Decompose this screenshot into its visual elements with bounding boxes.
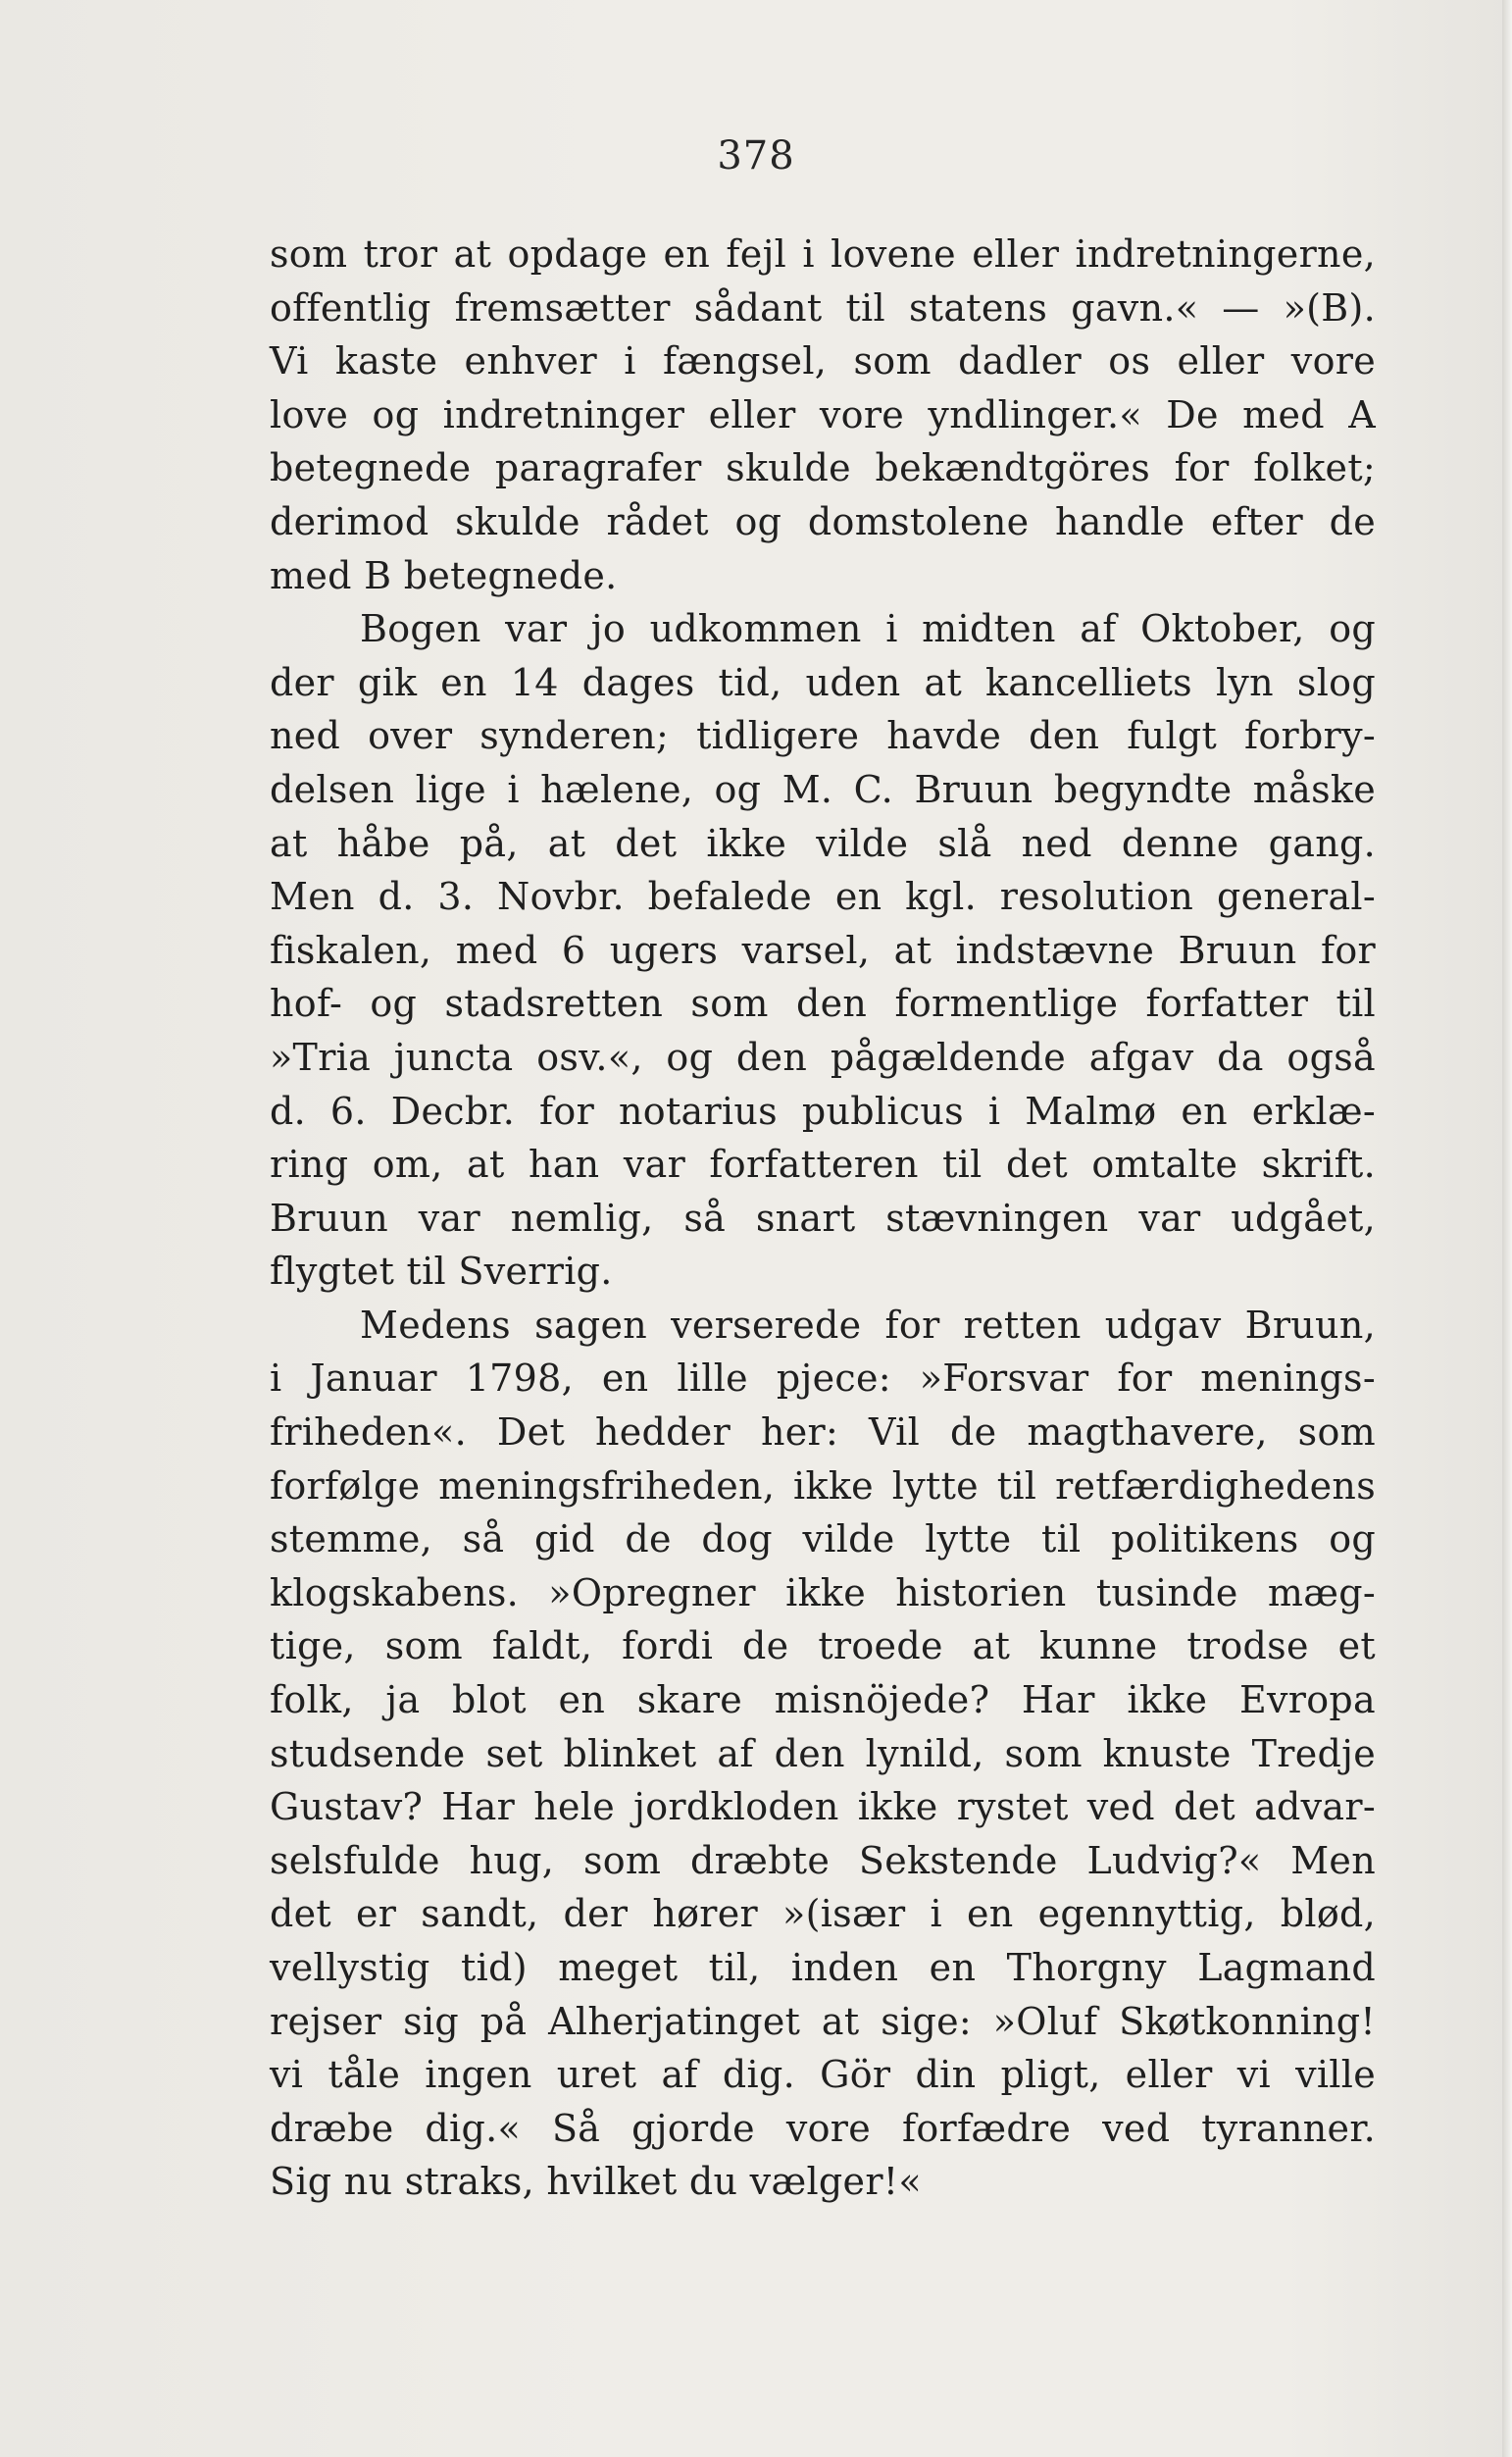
text-line: Gustav? Har hele jordkloden ikke rystet ved det advar- bbox=[270, 1785, 1376, 1829]
text-line: Vi kaste enhver i fængsel, som dadler os eller vore bbox=[270, 339, 1376, 384]
text-line: friheden«. Det hedder her: Vil de magthavere, som bbox=[270, 1410, 1376, 1455]
text-line: rejser sig på Alherjatinget at sige: »Oluf Skøtkonning! bbox=[270, 1999, 1376, 2043]
text-line: som tror at opdage en fejl i lovene eller indretningerne, bbox=[270, 232, 1376, 276]
page-number: 378 bbox=[717, 133, 795, 179]
text-line: der gik en 14 dages tid, uden at kancelliets lyn slog bbox=[270, 660, 1376, 704]
text-line: fiskalen, med 6 ugers varsel, at indstævne Bruun for bbox=[270, 928, 1376, 972]
text-line: vi tåle ingen uret af dig. Gör din pligt, eller vi ville bbox=[270, 2053, 1376, 2097]
text-line: betegnede paragrafer skulde bekændtgöres for folket; bbox=[270, 446, 1376, 490]
text-line: ned over synderen; tidligere havde den fulgt forbry- bbox=[270, 714, 1376, 758]
text-line: stemme, så gid de dog vilde lytte til politikens og bbox=[270, 1517, 1376, 1561]
text-line: at håbe på, at det ikke vilde slå ned denne gang. bbox=[270, 821, 1376, 865]
text-line: hof- og stadsretten som den formentlige forfatter til bbox=[270, 982, 1376, 1026]
paragraph-start: Medens sagen verserede for retten udgav Bruun, bbox=[360, 1303, 1376, 1347]
text-line: Men d. 3. Novbr. befalede en kgl. resolution general- bbox=[270, 875, 1376, 919]
text-line: derimod skulde rådet og domstolene handle efter de bbox=[270, 499, 1376, 543]
text-line: ring om, at han var forfatteren til det omtalte skrift. bbox=[270, 1143, 1376, 1187]
text-line: d. 6. Decbr. for notarius publicus i Malmø en erklæ- bbox=[270, 1089, 1376, 1133]
text-line: med B betegnede. bbox=[270, 553, 618, 597]
text-line: »Tria juncta osv.«, og den pågældende afgav da også bbox=[270, 1035, 1376, 1079]
text-line: flygtet til Sverrig. bbox=[270, 1250, 613, 1294]
page-edge bbox=[1502, 0, 1512, 2457]
text-line: love og indretninger eller vore yndlinger.« De med A bbox=[270, 392, 1376, 436]
text-line: Bruun var nemlig, så snart stævningen var udgået, bbox=[270, 1196, 1376, 1240]
body-text bbox=[270, 228, 1376, 2209]
text-line: delsen lige i hælene, og M. C. Bruun begyndte måske bbox=[270, 767, 1376, 811]
text-line: Sig nu straks, hvilket du vælger!« bbox=[270, 2160, 922, 2204]
text-line: det er sandt, der hører »(især i en egennyttig, blød, bbox=[270, 1892, 1376, 1936]
text-line: folk, ja blot en skare misnöjede? Har ikke Evropa bbox=[270, 1678, 1376, 1722]
text-line: vellystig tid) meget til, inden en Thorgny Lagmand bbox=[270, 1946, 1376, 1989]
text-line: selsfulde hug, som dræbte Sekstende Ludvig?« Men bbox=[270, 1838, 1376, 1882]
text-line: tige, som faldt, fordi de troede at kunne trodse et bbox=[270, 1624, 1376, 1668]
text-line: klogskabens. »Opregner ikke historien tusinde mæg- bbox=[270, 1570, 1376, 1614]
text-line: i Januar 1798, en lille pjece: »Forsvar for menings- bbox=[270, 1356, 1376, 1401]
text-line: offentlig fremsætter sådant til statens gavn.« — »(B). bbox=[270, 285, 1376, 330]
text-line: forfølge meningsfriheden, ikke lytte til retfærdighedens bbox=[270, 1463, 1376, 1508]
text-line: dræbe dig.« Så gjorde vore forfædre ved tyranner. bbox=[270, 2106, 1376, 2150]
paragraph-start: Bogen var jo udkommen i midten af Oktober, og bbox=[360, 607, 1376, 651]
text-line: studsende set blinket af den lynild, som knuste Tredje bbox=[270, 1731, 1376, 1775]
